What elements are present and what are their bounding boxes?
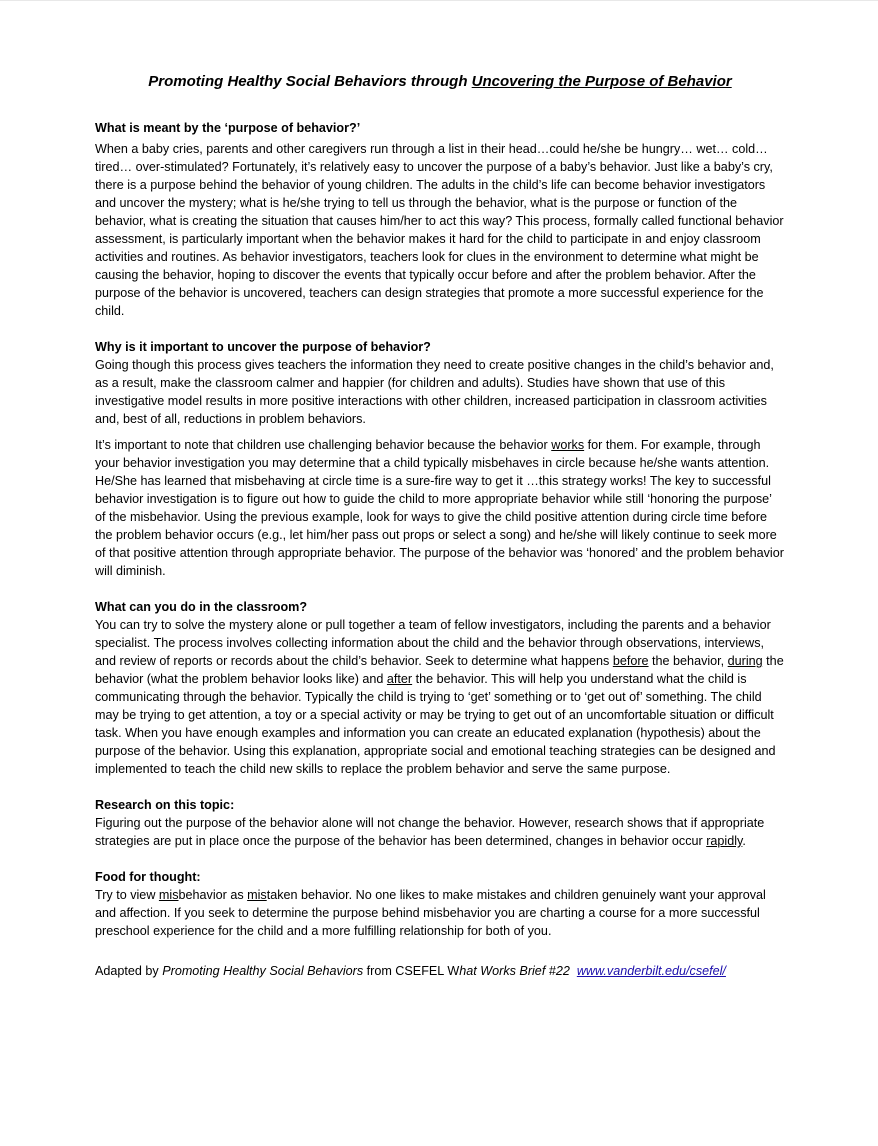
text-run: Try to view (95, 888, 159, 902)
text-run: It’s important to note that children use challenging behavior because the behavior (95, 438, 552, 452)
underlined-word: after (386, 672, 413, 686)
section-heading: What can you do in the classroom? (95, 600, 308, 614)
underlined-word: rapidly (706, 834, 743, 848)
section-purpose-meaning (95, 119, 785, 320)
text-run: You can try to solve the mystery alone or pull together a team of fellow investigators, including the parents and a behavior specialist. The process involves collecting information about the child and the behavior through observations, interviews, and review of reports or records about the child’s behavior. Seek to determine what happens (95, 618, 771, 668)
section-heading: Food for thought: (95, 870, 201, 884)
footer-text: from CSEFEL W (363, 964, 460, 978)
underlined-word: during (727, 654, 763, 668)
title-prefix: Promoting Healthy Social Behaviors through (148, 73, 472, 90)
section-paragraph (95, 814, 785, 850)
text-run: behavior as (178, 888, 248, 902)
section-food-for-thought (95, 868, 785, 940)
underlined-word: works (551, 438, 585, 452)
section-research (95, 796, 785, 850)
attribution-footer (95, 962, 785, 980)
section-heading: Research on this topic: (95, 798, 235, 812)
document-title (95, 72, 785, 92)
title-underlined: Uncovering the Purpose of Behavior (471, 73, 732, 90)
document-page (95, 72, 785, 980)
footer-italic-brief: hat Works Brief #22 (459, 964, 570, 978)
text-run: for them. For example, through your behavior investigation you may determine that a child typically misbehaves in circle because he/she wants attention. He/She has learned that misbehaving at circle time is a sure-fire way to get it …this strategy works! The key to successful behavior investigation is to figure out how to guide the child to more appropriate behavior while still ‘honoring the purpose’ of the misbehavior. Using the previous example, look for ways to give the child positive attention during circle time before the problem behavior occurs (e.g., let him/her pass out props or select a song) and he/she will likely continue to seek more of that positive attention through appropriate behavior. The purpose of the behavior was ‘honored’ and the problem behavior will diminish. (95, 438, 784, 578)
text-run: Figuring out the purpose of the behavior alone will not change the behavior. However, research shows that if appropriate strategies are put in place once the purpose of the behavior has been determined, changes in behavior occur (95, 816, 765, 848)
underlined-word: mis (158, 888, 179, 902)
underlined-word: mis (247, 888, 267, 902)
section-heading: What is meant by the ‘purpose of behavior?’ (95, 121, 361, 135)
section-paragraph (95, 886, 785, 940)
footer-italic-title: Promoting Healthy Social Behaviors (162, 964, 364, 978)
section-paragraph: Going though this process gives teachers the information they need to create positive changes in the child’s behavior and, as a result, make the classroom calmer and happier (for children and adults). Studies have shown that use of this investigative model results in more positive interactions with other children, increased participation in classroom activities and, best of all, reductions in problem behaviors. (95, 358, 774, 426)
text-run: the behavior, (648, 654, 728, 668)
section-paragraph (95, 436, 785, 580)
underlined-word: before (612, 654, 649, 668)
text-run: the behavior (what the problem behavior looks like) and (95, 654, 784, 686)
section-paragraph (95, 616, 785, 778)
footer-text: Adapted by (95, 964, 163, 978)
text-run: taken behavior. No one likes to make mistakes and children genuinely want your approval and affection. If you seek to determine the purpose behind misbehavior you are charting a course for a more successful preschool experience for the child and a more fulfilling relationship for both of you. (95, 888, 766, 938)
text-run: the behavior. This will help you understand what the child is communicating through the behavior. Typically the child is trying to ‘get’ something or to ‘get out of’ something. The child may be trying to get attention, a toy or a special activity or may be trying to get out of an uncomfortable situation or difficult task. When you have enough examples and information you can create an educated explanation (hypothesis) about the purpose of the behavior. Using this explanation, appropriate social and emotional teaching strategies can be designed and implemented to teach the child new skills to replace the problem behavior and serve the same purpose. (95, 672, 776, 776)
section-classroom (95, 598, 785, 778)
csefel-link[interactable]: www.vanderbilt.edu/csefel/ (576, 964, 726, 978)
section-why-important (95, 338, 785, 580)
section-paragraph: When a baby cries, parents and other caregivers run through a list in their head…could he/she be hungry… wet… cold… tired… over-stimulated? Fortunately, it’s relatively easy to uncover the purpose of a baby’s behavior. Just like a baby’s cry, there is a purpose behind the behavior of young children. The adults in the child’s life can become behavior investigators and uncover the mystery; what is he/she trying to tell us through the behavior, what is the purpose or function of the behavior, what is creating the situation that causes him/her to act this way? This process, formally called functional behavior assessment, is particularly important when the behavior makes it hard for the child to participate in and enjoy classroom activities and routines. As behavior investigators, teachers look for clues in the environment to determine what might be causing the behavior, hoping to discover the events that typically occur before and after the problem behavior. After the purpose of the behavior is uncovered, teachers can design strategies that promote a more successful experience for the child. (95, 142, 784, 318)
text-run: . (742, 834, 746, 848)
page-top-edge (0, 0, 878, 1)
section-heading: Why is it important to uncover the purpose of behavior? (95, 340, 431, 354)
